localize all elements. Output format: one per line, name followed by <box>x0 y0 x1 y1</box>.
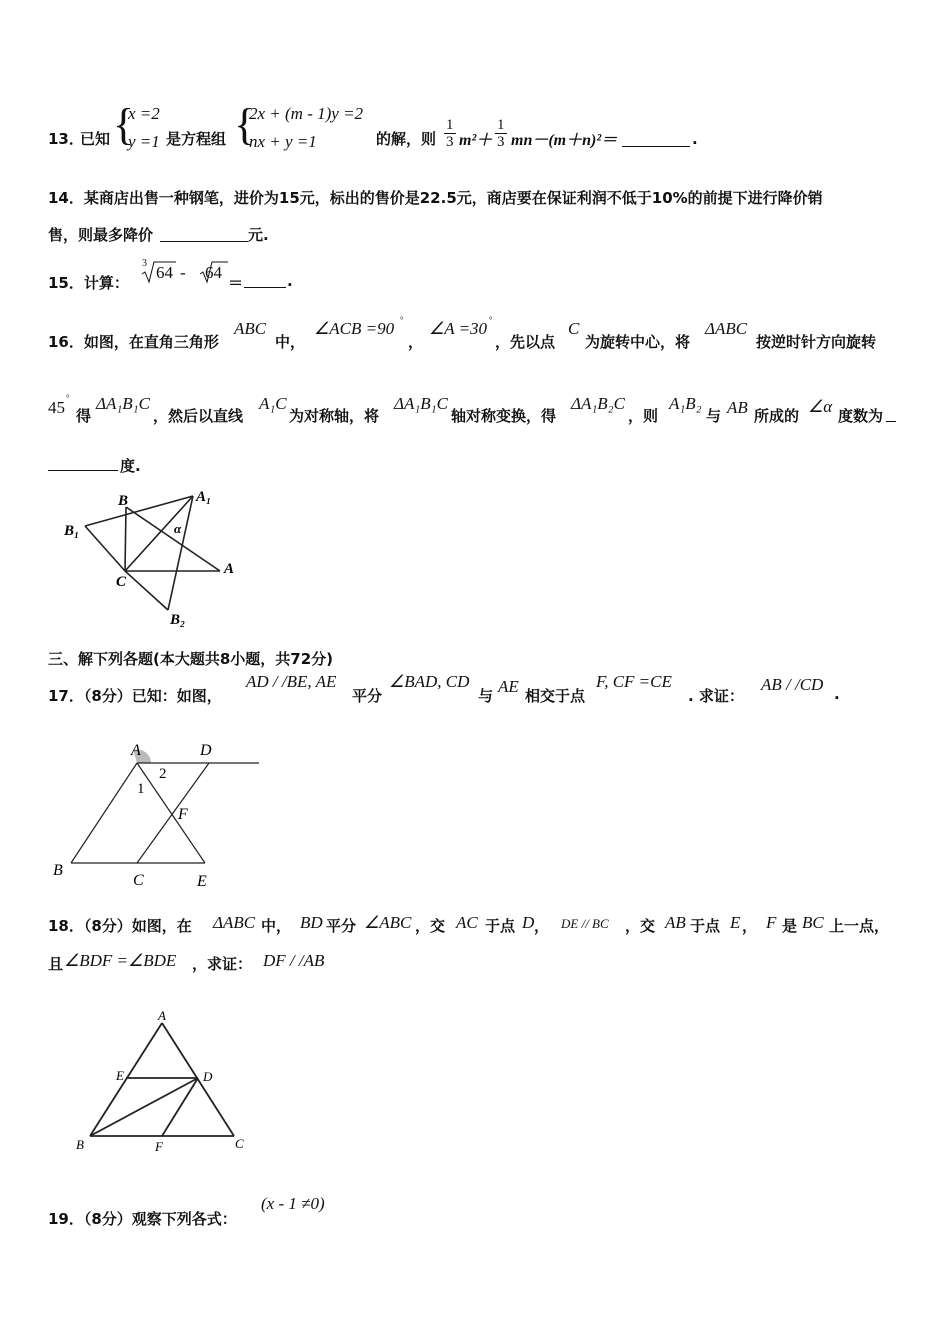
q16-anni: 按逆时针方向旋转 <box>756 333 877 351</box>
fig18-label-c: C <box>235 1136 244 1151</box>
q18-angle-abc: ∠ABC <box>364 913 412 932</box>
q14-line2-a: 售，则最多降价 <box>48 226 154 244</box>
q16-weixuan: 为旋转中心，将 <box>585 333 691 351</box>
fig16-label-b2: B₂ <box>170 612 186 628</box>
fig17-label-1: 1 <box>137 781 145 797</box>
q17-cond1: AD / /BE, AE <box>246 672 337 691</box>
q16-yu: 与 <box>706 407 722 425</box>
q14-answer-blank <box>160 241 248 242</box>
q18-bd: BD <box>300 913 323 932</box>
q18-qie: 且 <box>48 955 64 973</box>
fig18-label-d: D <box>203 1069 213 1084</box>
figure-17 <box>45 735 265 895</box>
q18-triangle: ΔABC <box>213 913 256 932</box>
q13-fraction-2-num: 1 <box>497 117 505 133</box>
q16-triangle-a1b2c: ΔA₁B₂C <box>571 394 625 413</box>
q16-du: 度. <box>120 457 141 475</box>
fig18-label-f: F <box>155 1139 163 1154</box>
q13-answer-blank <box>622 146 690 147</box>
q15-radicand-1: 64 <box>156 263 173 282</box>
q13-system1-line2: y =1 <box>128 132 160 151</box>
q16-angle-a: ∠A =30 <box>429 319 488 338</box>
q13-end: . <box>692 130 698 148</box>
q18-shi: 是 <box>782 917 798 935</box>
q15-equals: ＝ <box>228 274 244 292</box>
q18-e: E <box>730 913 741 932</box>
q13-fraction-2-den: 3 <box>497 134 505 150</box>
q13-brace-2: { <box>234 100 256 149</box>
fig16-seg-bc <box>125 507 126 571</box>
q16-suocheng: 所成的 <box>754 407 800 425</box>
q19-number: 19．（8分）观察下列各式： <box>48 1210 237 1228</box>
q14-line1: 14．某商店出售一种钢笔，进价为15元，标出的售价是22.5元，商店要在保证利润不低于10%的前提下进行降价销 <box>48 189 823 207</box>
q18-number: 18．（8分）如图，在 <box>48 917 192 935</box>
q18-angles: ∠BDF =∠BDE <box>64 951 177 970</box>
q18-jiao: ，交 <box>415 917 446 935</box>
q13-term-1: m²＋ <box>459 132 493 149</box>
section-3-heading: 三、解下列各题(本大题共8小题，共72分) <box>48 650 334 668</box>
q18-ac: AC <box>456 913 478 932</box>
fig16-label-a: A <box>224 561 235 577</box>
q16-comma1: ， <box>408 333 424 351</box>
q15-end: . <box>287 272 293 290</box>
q16-dushu: 度数为 <box>838 407 884 425</box>
q16-point-c: C <box>568 319 580 338</box>
q13-brace-1: { <box>113 100 135 149</box>
q15-answer-blank <box>244 287 286 288</box>
fig18-seg-bd <box>90 1078 198 1136</box>
q13-text-c: 的解，则 <box>376 130 437 148</box>
q16-zhou: 轴对称变换，得 <box>451 407 557 425</box>
q13-system2-line1: 2x + (m - 1)y =2 <box>249 104 364 123</box>
q14-line2-b: 元. <box>248 226 269 244</box>
q16-answer-blank-b <box>48 470 118 471</box>
q13-text-a: 已知 <box>80 130 111 148</box>
q13-system1-line1: x =2 <box>128 104 160 123</box>
q16-triangle-a1b1c-2: ΔA₁B₁C <box>394 394 448 413</box>
q13-fraction-2 <box>495 117 507 150</box>
q17-qiuzheng: . 求证： <box>688 687 744 705</box>
q17-goal: AB / /CD <box>761 675 824 694</box>
q16-ze: ，则 <box>628 407 659 425</box>
q17-ae: AE <box>498 677 519 696</box>
fig17-line-ab <box>71 763 137 863</box>
fig18-side-ab <box>90 1023 162 1136</box>
fig16-seg-a1c <box>125 496 193 571</box>
fig16-label-a1: A₁ <box>196 489 212 505</box>
fig18-label-b: B <box>76 1137 84 1152</box>
q17-yu: 与 <box>478 687 494 705</box>
q18-jiao2: ，交 <box>625 917 656 935</box>
fig17-label-d: D <box>200 742 212 759</box>
q13-system2-line2: nx + y =1 <box>249 132 317 151</box>
q13-term-2: mn－(m＋n)²＝ <box>511 132 618 149</box>
fig16-seg-cb2 <box>125 571 168 610</box>
q17-number: 17．（8分）已知：如图， <box>48 687 222 705</box>
fig16-label-c: C <box>116 574 127 590</box>
q18-qiuzheng: ，求证： <box>192 955 253 973</box>
figure-18 <box>70 1005 260 1160</box>
q13-number: 13． <box>48 130 84 148</box>
fig18-label-e: E <box>116 1068 124 1083</box>
q16-line-a1c: A₁C <box>259 394 287 413</box>
q18-zhong: 中， <box>261 917 292 935</box>
q18-pingfen: 平分 <box>326 917 357 935</box>
q17-cond3: F, CF =CE <box>596 672 672 691</box>
q16-triangle-a1b1c: ΔA₁B₁C <box>96 394 150 413</box>
q16-ranhou: ，然后以直线 <box>153 407 244 425</box>
q15-radicand-2: 64 <box>205 263 222 282</box>
q16-angle-acb: ∠ACB =90 <box>314 319 395 338</box>
q15-cube-index: 3 <box>142 258 147 269</box>
q18-yudian2: 于点 <box>690 917 721 935</box>
q19-condition: (x - 1 ≠0) <box>261 1194 325 1213</box>
q16-degree-3: ° <box>66 393 70 403</box>
fig17-label-a: A <box>131 742 141 759</box>
q17-xiangjiao: 相交于点 <box>525 687 586 705</box>
q18-shangyi: 上一点， <box>829 917 890 935</box>
q16-number: 16．如图，在直角三角形 <box>48 333 219 351</box>
q18-comma2: ， <box>742 917 758 935</box>
q16-45: 45 <box>48 398 65 417</box>
fig16-seg-b1c <box>85 526 125 571</box>
q16-ab: AB <box>727 398 748 417</box>
q16-alpha: ∠α <box>808 397 833 416</box>
q18-ab: AB <box>665 913 686 932</box>
q16-weiduichen: 为对称轴，将 <box>289 407 380 425</box>
q18-d: D <box>522 913 535 932</box>
fig18-label-a: A <box>158 1008 166 1023</box>
q16-triangle-abc: ΔABC <box>705 319 748 338</box>
q16-xianyi: ，先以点 <box>495 333 556 351</box>
q16-de: 得 <box>76 407 92 425</box>
fig17-label-c: C <box>133 872 144 889</box>
q13-fraction-1 <box>444 117 456 150</box>
q16-abc: ABC <box>234 319 267 338</box>
q18-bc: BC <box>802 913 824 932</box>
q18-comma: ， <box>534 917 550 935</box>
q17-cond2: ∠BAD, CD <box>389 672 470 691</box>
q13-fraction-1-num: 1 <box>446 117 454 133</box>
q17-pingfen: 平分 <box>352 687 383 705</box>
q13-fraction-1-den: 3 <box>446 134 454 150</box>
q16-degree-2: ° <box>489 315 493 325</box>
q16-zhong: 中， <box>275 333 306 351</box>
q16-a1b2: A₁B₂ <box>669 394 702 413</box>
fig16-label-b: B <box>118 493 129 509</box>
q16-answer-blank-a <box>886 421 896 422</box>
q18-yudian: 于点 <box>485 917 516 935</box>
q18-f: F <box>766 913 777 932</box>
fig17-label-e: E <box>197 873 207 890</box>
q17-end: . <box>834 685 840 703</box>
q18-goal: DF / /AB <box>263 951 325 970</box>
fig16-label-alpha: α <box>174 521 182 536</box>
fig16-seg-ba <box>126 507 220 571</box>
fig17-label-2: 2 <box>159 766 167 782</box>
fig16-label-b1: B₁ <box>64 523 80 539</box>
q18-de-bc: DE // BC <box>561 916 609 931</box>
fig16-seg-a1b2 <box>168 496 193 610</box>
q13-text-b: 是方程组 <box>166 130 227 148</box>
q15-number: 15．计算： <box>48 274 129 292</box>
q16-degree-1: ° <box>400 315 404 325</box>
q15-minus: - <box>180 263 186 282</box>
figure-16 <box>60 485 250 630</box>
fig17-label-b: B <box>53 862 63 879</box>
fig17-label-f: F <box>178 806 188 823</box>
